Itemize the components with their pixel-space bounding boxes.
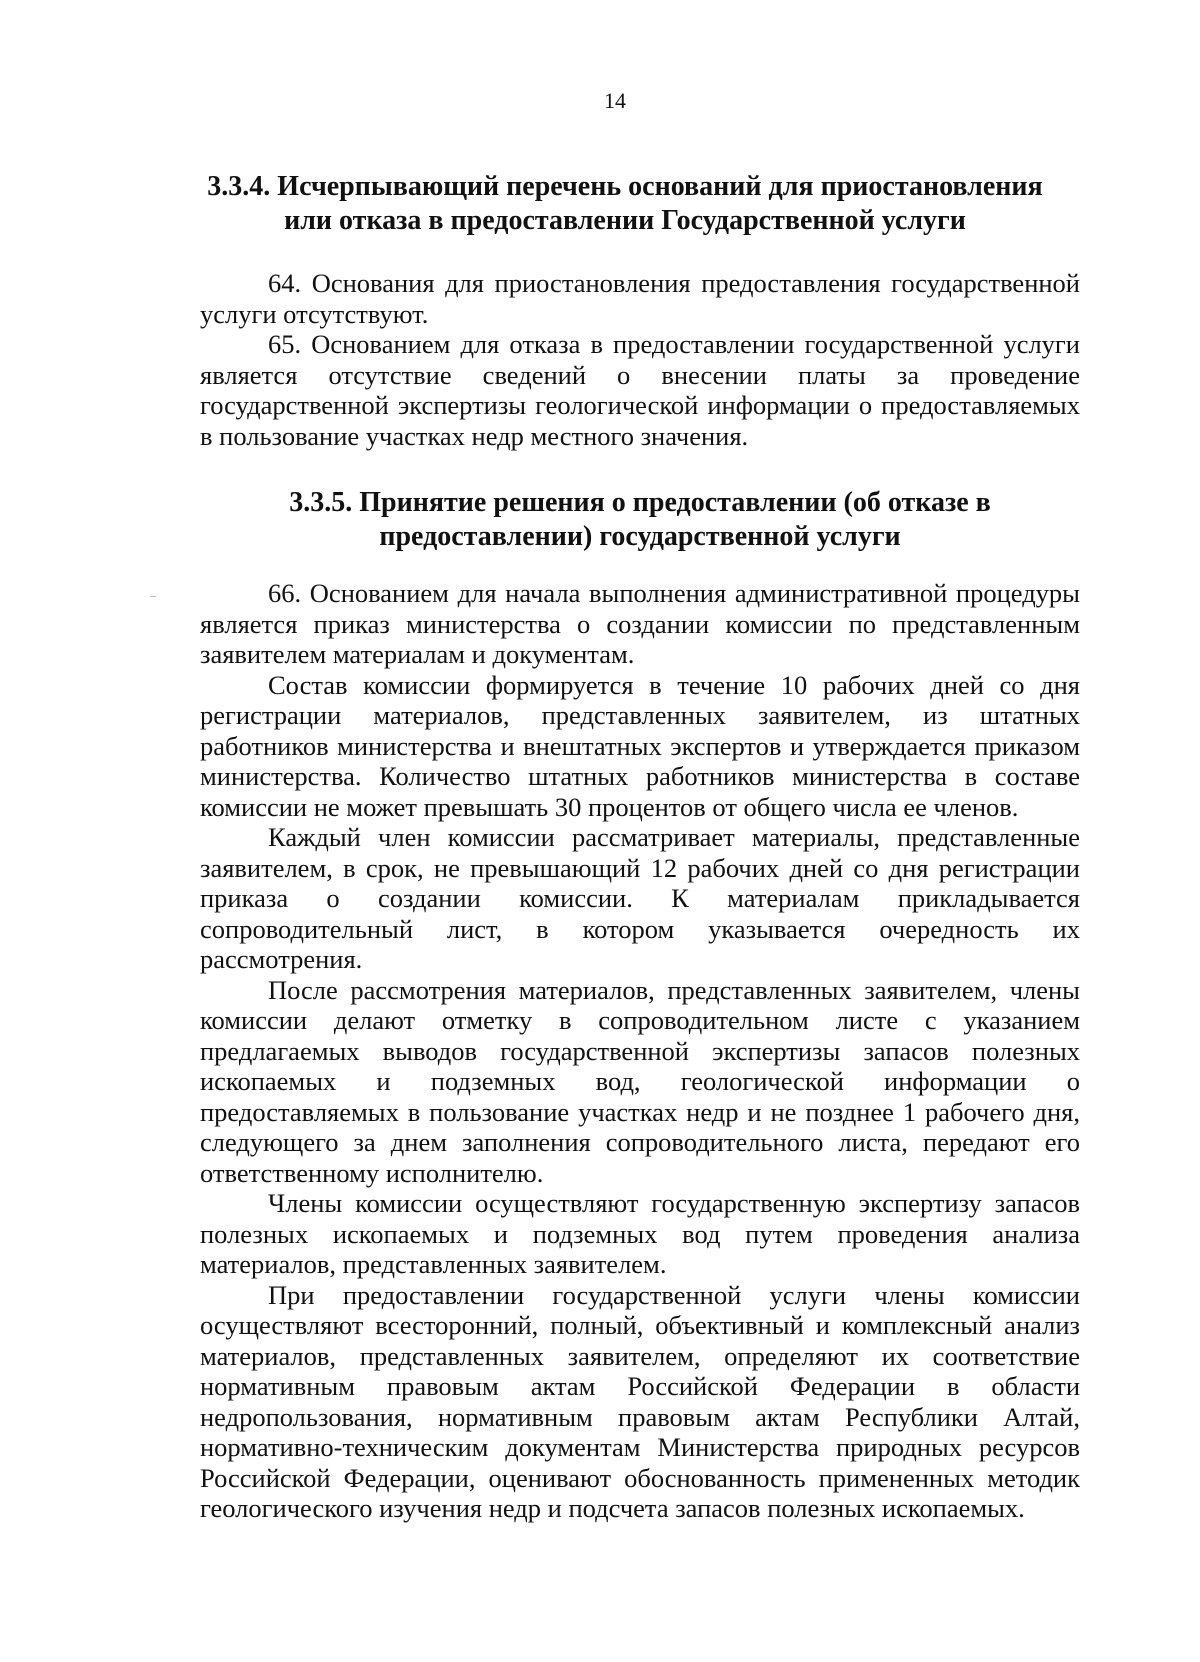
paragraph-expertise: Члены комиссии осуществляют государственную экспертизу запасов полезных ископаемых и подземных вод путем проведения анализа материалов, представленных заявителем. [200, 1188, 1080, 1279]
page-number: 14 [604, 88, 626, 113]
section-heading-3-3-5: 3.3.5. Принятие решения о предоставлении (об отказе в предоставлении) государственной услуги [289, 487, 991, 552]
paragraph-commission-composition: Состав комиссии формируется в течение 10 рабочих дней со дня регистрации материалов, представленных заявителем, из штатных работников министерства и внештатных экспертов и утверждается приказом министерства. Количество штатных работников министерства в составе комиссии не может превышать 30 процентов от общего числа ее членов. [200, 669, 1080, 822]
scan-artifact [150, 596, 156, 597]
section-heading-3-3-4: 3.3.4. Исчерпывающий перечень оснований для приостановления или отказа в предоставлении Государственной услуги [207, 171, 1043, 236]
paragraph-66: 66. Основанием для начала выполнения административной процедуры является приказ министерства о создании комиссии по представленным заявителем материалам и документам. [200, 578, 1080, 669]
paragraph-analysis: При предоставлении государственной услуги члены комиссии осуществляют всесторонний, полный, объективный и комплексный анализ материалов, представленных заявителем, определяют их соответствие нормативным правовым актам Российской Федерации в области недропользования, нормативным правовым актам Республики Алтай, нормативно-техническим документам Министерства природных ресурсов Российской Федерации, оценивают обоснованность примененных методик геологического изучения недр и подсчета запасов полезных ископаемых. [200, 1279, 1080, 1523]
paragraph-65: 65. Основанием для отказа в предоставлении государственной услуги является отсутствие сведений о внесении платы за проведение государственной экспертизы геологической информации о предоставляемых в пользование участках недр местного значения. [200, 329, 1080, 451]
section-body-3-3-4 [200, 268, 1080, 451]
paragraph-64: 64. Основания для приостановления предоставления государственной услуги отсутствуют. [200, 268, 1080, 329]
paragraph-member-review: Каждый член комиссии рассматривает материалы, представленные заявителем, в срок, не превышающий 12 рабочих дней со дня регистрации приказа о создании комиссии. К материалам прикладывается сопроводительный лист, в котором указывается очередность их рассмотрения. [200, 822, 1080, 974]
section-body-3-3-5 [200, 578, 1080, 1524]
paragraph-after-review: После рассмотрения материалов, представленных заявителем, члены комиссии делают отметку в сопроводительном листе с указанием предлагаемых выводов государственной экспертизы запасов полезных ископаемых и подземных вод, геологической информации о предоставляемых в пользование участках недр и не позднее 1 рабочего дня, следующего за днем заполнения сопроводительного листа, передают его ответственному исполнителю. [200, 974, 1080, 1188]
